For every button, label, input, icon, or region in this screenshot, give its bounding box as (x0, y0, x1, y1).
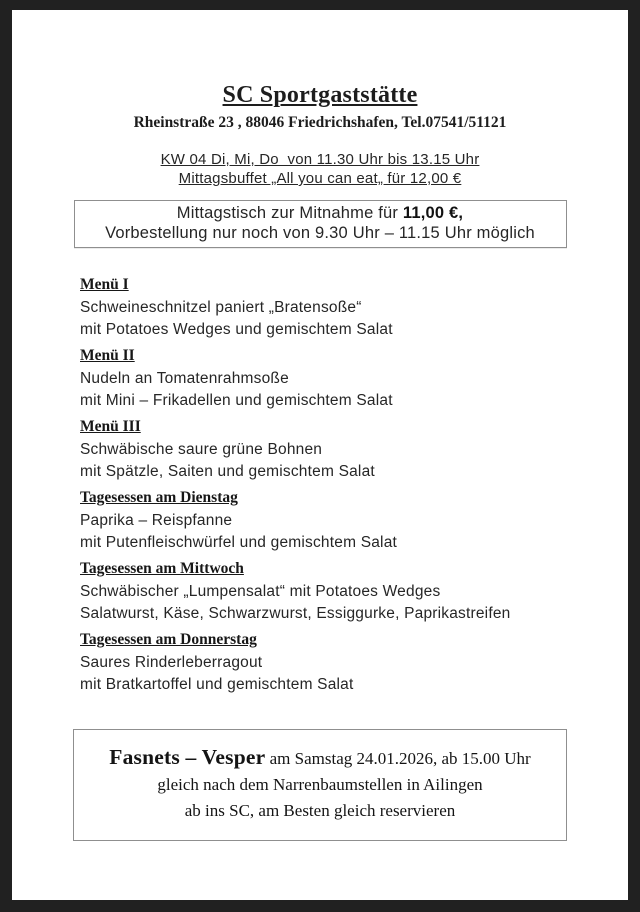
menu-section-menu-3 (80, 418, 628, 482)
event-announcement-box (73, 729, 567, 841)
menu-page (12, 10, 628, 900)
menu-dish-line: Salatwurst, Käse, Schwarzwurst, Essiggurke, Paprikastreifen (80, 604, 511, 622)
menu-dish-line: Saures Rinderleberragout (80, 654, 263, 671)
menu-section-menu-2 (80, 347, 628, 411)
menu-section-heading: Menü II (80, 347, 135, 364)
menu-section-heading: Tagesessen am Dienstag (80, 489, 238, 506)
menu-section-heading: Tagesessen am Mittwoch (80, 560, 244, 577)
takeaway-line1 (75, 203, 566, 223)
opening-info (12, 150, 628, 188)
takeaway-line1-text: Mittagstisch zur Mitnahme für (176, 204, 403, 222)
menu-dish-line: Paprika – Reispfanne (80, 512, 233, 529)
menu-dish-line: mit Potatoes Wedges und gemischtem Salat (80, 320, 393, 338)
menu-list (80, 276, 628, 695)
menu-dish-line: Schwäbischer „Lumpensalat“ mit Potatoes Wedges (80, 583, 441, 600)
menu-dish-line: mit Putenfleischwürfel und gemischtem Salat (80, 533, 398, 551)
menu-section-heading: Tagesessen am Donnerstag (80, 631, 257, 648)
menu-dish-line: mit Mini – Frikadellen und gemischtem Salat (80, 391, 393, 409)
restaurant-address: Rheinstraße 23 , 88046 Friedrichshafen, Tel.07541/51121 (133, 114, 507, 131)
menu-dish-line: mit Bratkartoffel und gemischtem Salat (80, 675, 354, 693)
takeaway-line2: Vorbestellung nur noch von 9.30 Uhr – 11.15 Uhr möglich (105, 224, 535, 242)
menu-header (12, 10, 628, 188)
menu-section-heading: Menü I (80, 276, 129, 293)
event-title: Fasnets – Vesper (109, 745, 266, 769)
event-title-line (84, 744, 556, 772)
menu-section-heading: Menü III (80, 418, 141, 435)
menu-dish-line: Schweineschnitzel paniert „Bratensoße“ (80, 299, 362, 316)
menu-section-tuesday (80, 489, 628, 553)
buffet-offer-line: Mittagsbuffet „All you can eat„ für 12,00 € (178, 170, 462, 187)
menu-section-menu-1 (80, 276, 628, 340)
event-line2: gleich nach dem Narrenbaumstellen in Ailingen (157, 775, 483, 794)
menu-section-thursday (80, 631, 628, 695)
restaurant-title: SC Sportgaststätte (222, 82, 418, 108)
menu-section-wednesday (80, 560, 628, 624)
takeaway-price: 11,00 €, (402, 204, 464, 222)
event-title-rest: am Samstag 24.01.2026, ab 15.00 Uhr (265, 749, 531, 768)
menu-dish-line: Nudeln an Tomatenrahmsoße (80, 370, 289, 387)
menu-dish-line: Schwäbische saure grüne Bohnen (80, 441, 323, 458)
takeaway-offer-box (74, 200, 567, 248)
menu-dish-line: mit Spätzle, Saiten und gemischtem Salat (80, 462, 375, 480)
opening-hours-line: KW 04 Di, Mi, Do von 11.30 Uhr bis 13.15 Uhr (160, 151, 480, 168)
event-line3: ab ins SC, am Besten gleich reservieren (184, 801, 456, 820)
